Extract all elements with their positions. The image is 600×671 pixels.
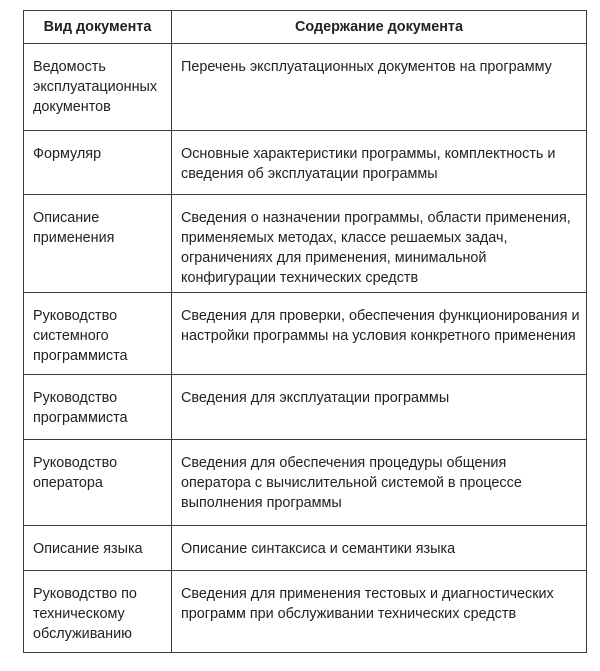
document-type-cell: Ведомость эксплуатационных документов	[24, 44, 172, 131]
document-content-cell: Основные характеристики программы, комплектность и сведения об эксплуатации программы	[172, 131, 587, 195]
document-type-cell: Описание применения	[24, 195, 172, 293]
table-row	[24, 571, 587, 653]
table-row	[24, 375, 587, 440]
document-content-cell: Описание синтаксиса и семантики языка	[172, 526, 587, 571]
table-row	[24, 526, 587, 571]
document-type-cell: Руководство программиста	[24, 375, 172, 440]
document-type-cell: Описание языка	[24, 526, 172, 571]
table-row	[24, 195, 587, 293]
table-row	[24, 440, 587, 526]
table-row	[24, 44, 587, 131]
document-content-cell: Сведения о назначении программы, области применения, применяемых методах, классе решаемых задач, ограничениях для применения, минимальной конфигурации технических средств	[172, 195, 587, 293]
document-type-cell: Формуляр	[24, 131, 172, 195]
document-type-cell: Руководство системного программиста	[24, 293, 172, 375]
header-document-type: Вид документа	[24, 11, 172, 44]
document-content-cell: Сведения для проверки, обеспечения функционирования и настройки программы на условия конкретного применения	[172, 293, 587, 375]
document-content-cell: Сведения для обеспечения процедуры общения оператора с вычислительной системой в процессе выполнения программы	[172, 440, 587, 526]
document-content-cell: Сведения для применения тестовых и диагностических программ при обслуживании технических средств	[172, 571, 587, 653]
document-type-cell: Руководство по техническому обслуживанию	[24, 571, 172, 653]
table-header-row	[24, 11, 587, 44]
documents-table	[23, 10, 587, 653]
document-content-cell: Сведения для эксплуатации программы	[172, 375, 587, 440]
document-content-cell: Перечень эксплуатационных документов на программу	[172, 44, 587, 131]
table-row	[24, 293, 587, 375]
table-row	[24, 131, 587, 195]
header-document-content: Содержание документа	[172, 11, 587, 44]
document-type-cell: Руководство оператора	[24, 440, 172, 526]
